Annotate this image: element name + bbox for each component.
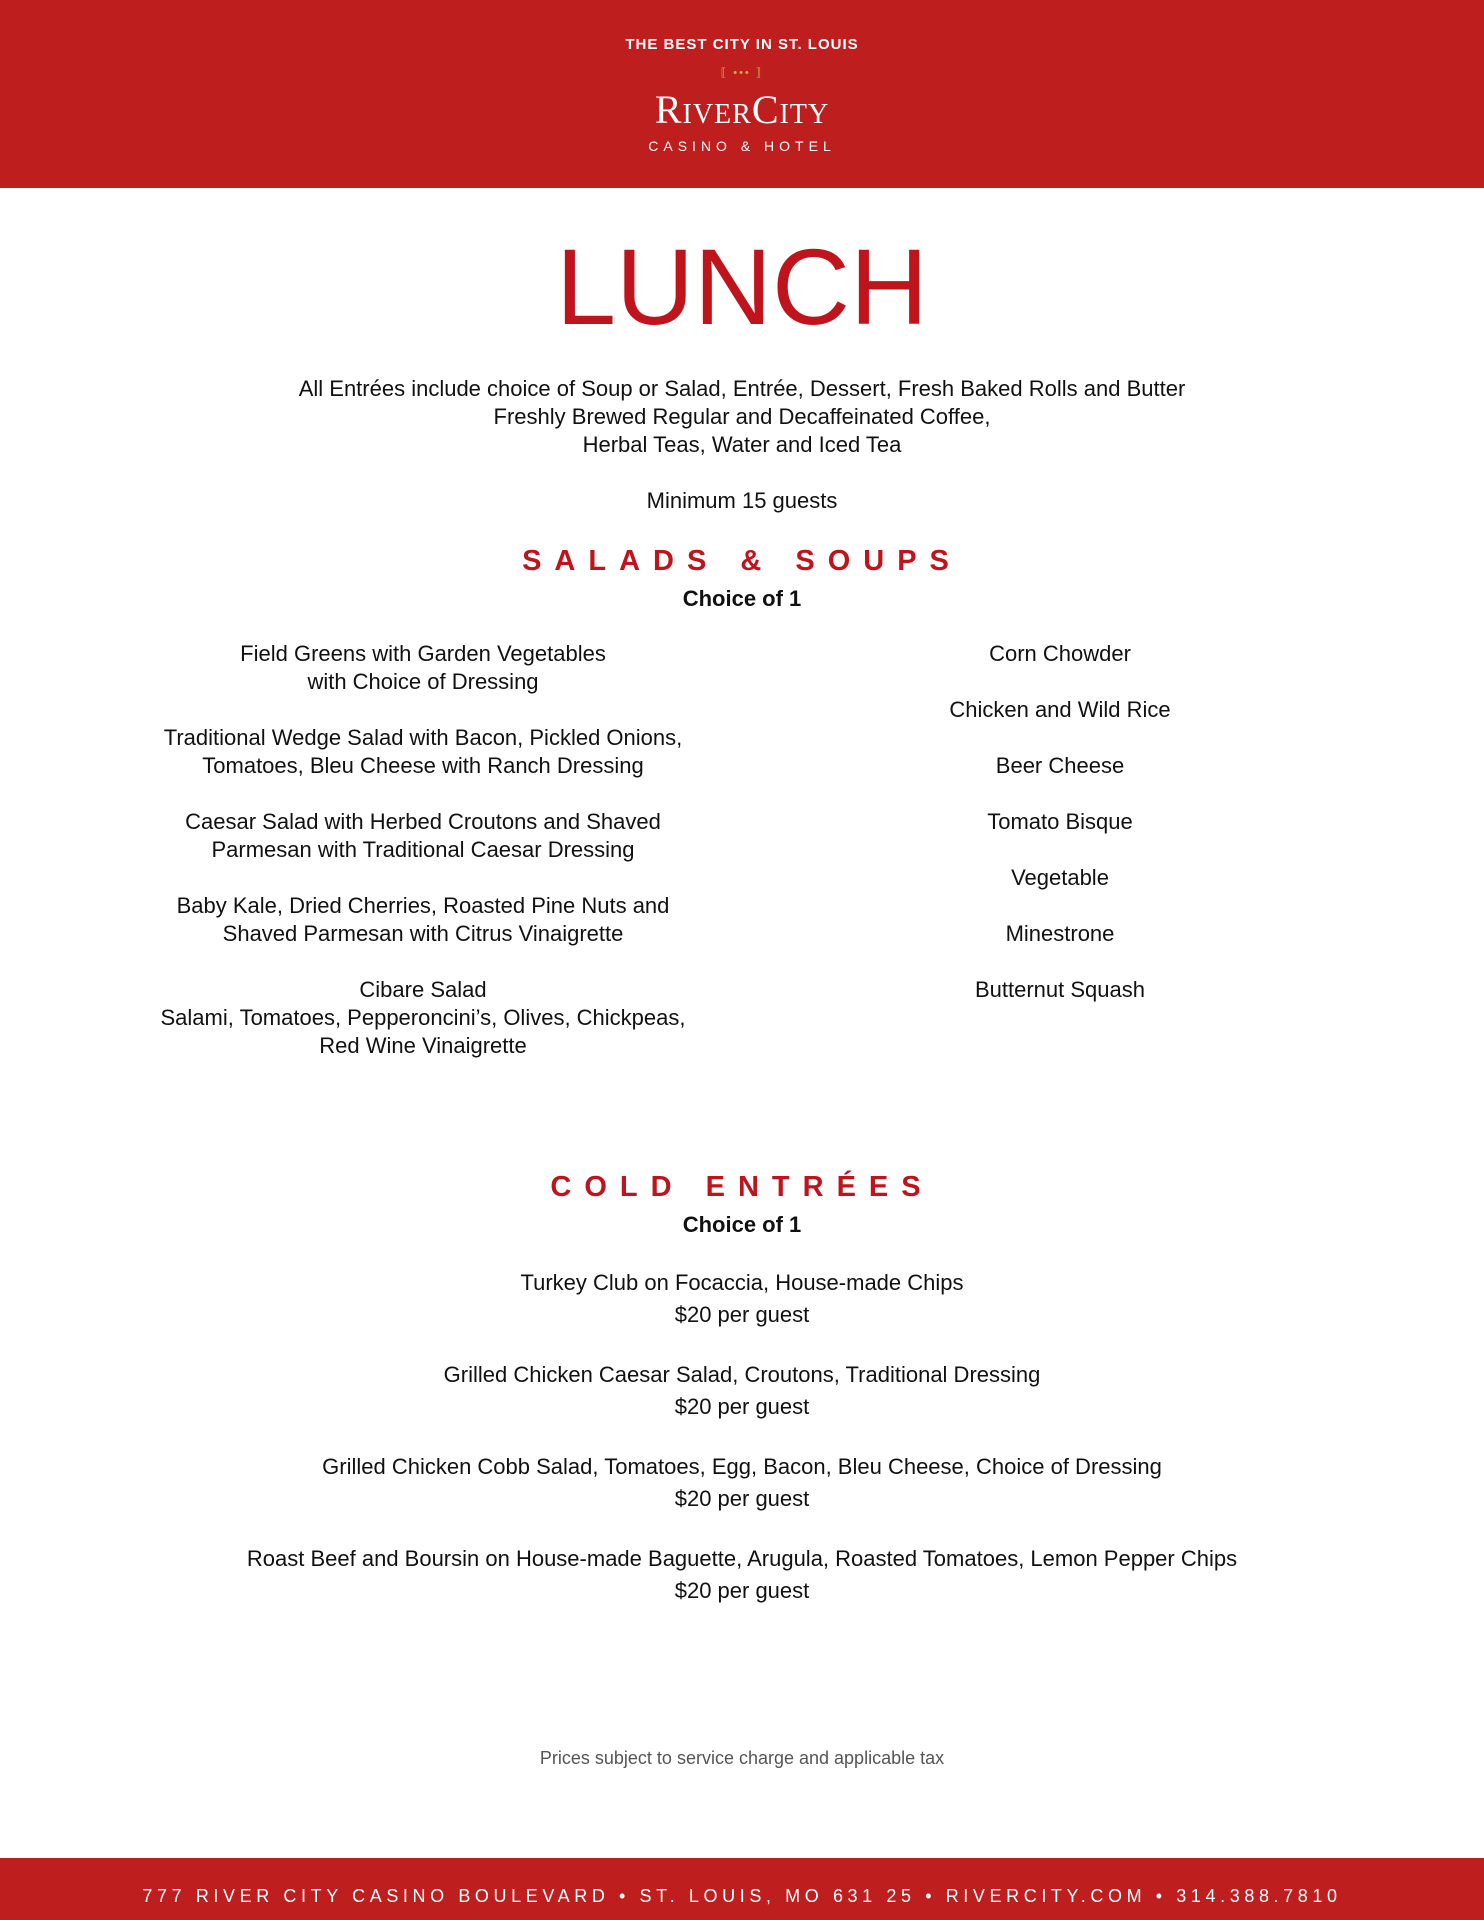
intro-line: Herbal Teas, Water and Iced Tea xyxy=(582,432,902,457)
pricing-disclaimer: Prices subject to service charge and applicable tax xyxy=(539,1748,945,1768)
salad-line: Shaved Parmesan with Citrus Vinaigrette xyxy=(222,921,624,946)
logo-wordmark: RiverCity xyxy=(654,87,830,132)
entree-name: Roast Beef and Boursin on House-made Baguette, Arugula, Roasted Tomatoes, Lemon Pepper Chips xyxy=(246,1546,1238,1571)
salad-line: Salami, Tomatoes, Pepperoncini’s, Olives, Chickpeas, xyxy=(160,1005,686,1030)
salad-line: Tomatoes, Bleu Cheese with Ranch Dressing xyxy=(202,753,644,778)
salad-item xyxy=(110,640,736,696)
soup-item: Butternut Squash xyxy=(974,977,1145,1002)
entree-price: $20 per guest xyxy=(674,1486,810,1511)
footer-contact: 777 RIVER CITY CASINO BOULEVARD • ST. LOUIS, MO 631 25 • RIVERCITY.COM • 314.388.7810 xyxy=(142,1886,1342,1906)
salad-line: Red Wine Vinaigrette xyxy=(319,1033,527,1058)
soup-item: Beer Cheese xyxy=(995,753,1125,778)
entree-price: $20 per guest xyxy=(674,1302,810,1327)
soup-item: Tomato Bisque xyxy=(987,809,1133,834)
entree-price: $20 per guest xyxy=(674,1394,810,1419)
cold-entrees-subheading: Choice of 1 xyxy=(682,1212,802,1237)
entree-item xyxy=(0,1451,1484,1515)
intro-line: All Entrées include choice of Soup or Salad, Entrée, Dessert, Fresh Baked Rolls and Butter xyxy=(298,376,1186,401)
header-tagline: THE BEST CITY IN ST. LOUIS xyxy=(625,36,859,53)
soup-item: Corn Chowder xyxy=(989,641,1131,666)
logo-subtitle: CASINO & HOTEL xyxy=(648,138,836,154)
cold-entrees-list xyxy=(0,1267,1484,1635)
salad-line: Field Greens with Garden Vegetables xyxy=(240,641,606,666)
soup-item: Minestrone xyxy=(1005,921,1115,946)
entree-item xyxy=(0,1267,1484,1331)
intro-text xyxy=(0,375,1484,459)
logo-ornament: ⟦ ••• ⟧ xyxy=(720,67,764,79)
entree-name: Grilled Chicken Caesar Salad, Croutons, Traditional Dressing xyxy=(443,1362,1041,1387)
salads-soups-subheading: Choice of 1 xyxy=(682,586,802,611)
salad-item xyxy=(110,724,736,780)
soup-item: Chicken and Wild Rice xyxy=(949,697,1171,722)
salads-list xyxy=(110,640,736,1088)
salad-item xyxy=(110,808,736,864)
salad-item xyxy=(110,892,736,948)
salad-line: Baby Kale, Dried Cherries, Roasted Pine Nuts and xyxy=(176,893,670,918)
intro-line: Freshly Brewed Regular and Decaffeinated Coffee, xyxy=(493,404,991,429)
cold-entrees-heading: COLD ENTRÉES xyxy=(550,1171,934,1203)
salad-line: Traditional Wedge Salad with Bacon, Pickled Onions, xyxy=(163,725,683,750)
entree-name: Grilled Chicken Cobb Salad, Tomatoes, Egg, Bacon, Bleu Cheese, Choice of Dressing xyxy=(322,1454,1162,1479)
entree-item xyxy=(0,1359,1484,1423)
soup-item: Vegetable xyxy=(1011,865,1109,890)
entree-price: $20 per guest xyxy=(674,1578,810,1603)
entree-item xyxy=(0,1543,1484,1607)
minimum-guests: Minimum 15 guests xyxy=(646,488,838,513)
salad-line: with Choice of Dressing xyxy=(307,669,539,694)
page-title: LUNCH xyxy=(555,226,929,347)
salad-line: Parmesan with Traditional Caesar Dressing xyxy=(211,837,635,862)
salad-line: Caesar Salad with Herbed Croutons and Shaved xyxy=(185,809,661,834)
salad-item xyxy=(110,976,736,1060)
soups-list xyxy=(880,640,1240,1032)
salad-line: Cibare Salad xyxy=(359,977,487,1002)
entree-name: Turkey Club on Focaccia, House-made Chips xyxy=(520,1270,964,1295)
salads-soups-heading: SALADS & SOUPS xyxy=(522,545,962,577)
